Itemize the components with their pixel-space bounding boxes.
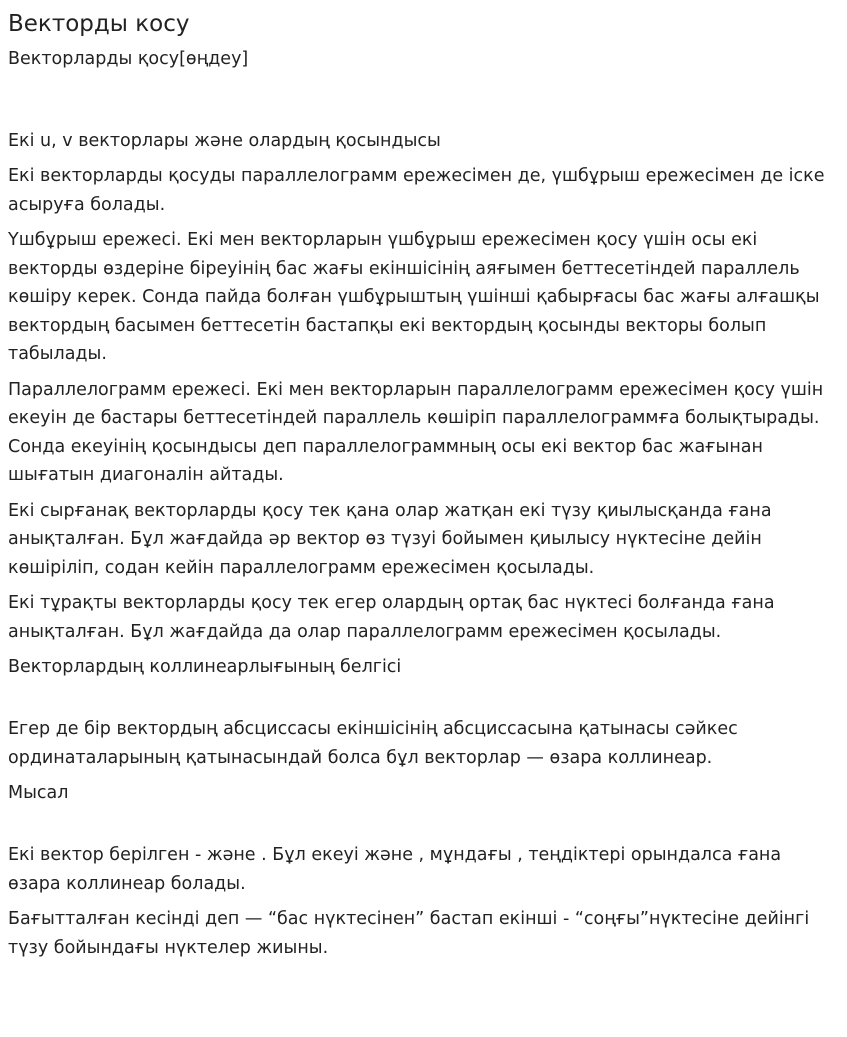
formula-placeholder: [8, 681, 839, 715]
section-heading-addition: Векторларды қосу[өңдеу]: [8, 49, 249, 69]
paragraph-directed-segment: Бағытталған кесінді деп — “бас нүктесінен” бастап екінші - “соңғы”нүктесіне дейінгі түзу бойындағы нүктелер жиыны.: [8, 909, 810, 958]
section-heading-collinearity: Векторлардың коллинеарлығының белгісі: [8, 657, 402, 677]
paragraph-fixed-vectors: Екі тұрақты векторларды қосу тек егер олардың ортақ бас нүктесі болғанда ғана анықталған. Бұл жағдайда да олар параллелограмм ережесімен қосылады.: [8, 593, 775, 642]
formula-placeholder-example: [8, 807, 839, 841]
paragraph-collinearity: Егер де бір вектордың абсциссасы екіншісінің абсциссасына қатынасы сәйкес ординаталарының қатынасындай болса бұл векторлар — өзара коллинеар.: [8, 719, 738, 768]
paragraph-intro: Екі векторларды қосуды параллелограмм ережесімен де, үшбұрыш ережесімен де іске асыруға болады.: [8, 166, 825, 215]
page-title: Векторды косу: [8, 11, 190, 37]
section-heading-example: Мысал: [8, 783, 69, 803]
paragraph-triangle-rule: Үшбұрыш ережесі. Екі мен векторларын үшбұрыш ережесімен қосу үшін осы екі векторды өздеріне біреуінің бас жағы екіншісінің аяғымен беттесетіндей параллель көшіру керек. Сонда пайда болған үшбұрыштың үшінші қабырғасы бас жағы алғашқы вектордың басымен беттесетін бастапқы екі вектордың қосынды векторы болып табылады.: [8, 230, 820, 364]
paragraph-sliding-vectors: Екі сырғанақ векторларды қосу тек қана олар жатқан екі түзу қиылысқанда ғана анықталған. Бұл жағдайда әр вектор өз түзуі бойымен қиылысу нүктесіне дейін көшіріліп, содан кейін параллелограмм ережесімен қосылады.: [8, 500, 772, 578]
figure-caption-sum: Екі u, v векторлары және олардың қосындысы: [8, 131, 441, 151]
image-placeholder: [8, 73, 839, 127]
paragraph-parallelogram-rule: Параллелограмм ережесі. Екі мен векторларын параллелограмм ережесімен қосу үшін екеуін де бастары беттесетіндей параллель көшіріп параллелограммға болықтырады. Сонда екеуінің қосындысы деп параллелограммның осы екі вектор бас жағынан шығатын диагоналін айтады.: [8, 379, 824, 485]
paragraph-example: Екі вектор берілген - және . Бұл екеуі және , мұндағы , теңдіктері орындалса ғана өзара коллинеар болады.: [8, 845, 782, 894]
